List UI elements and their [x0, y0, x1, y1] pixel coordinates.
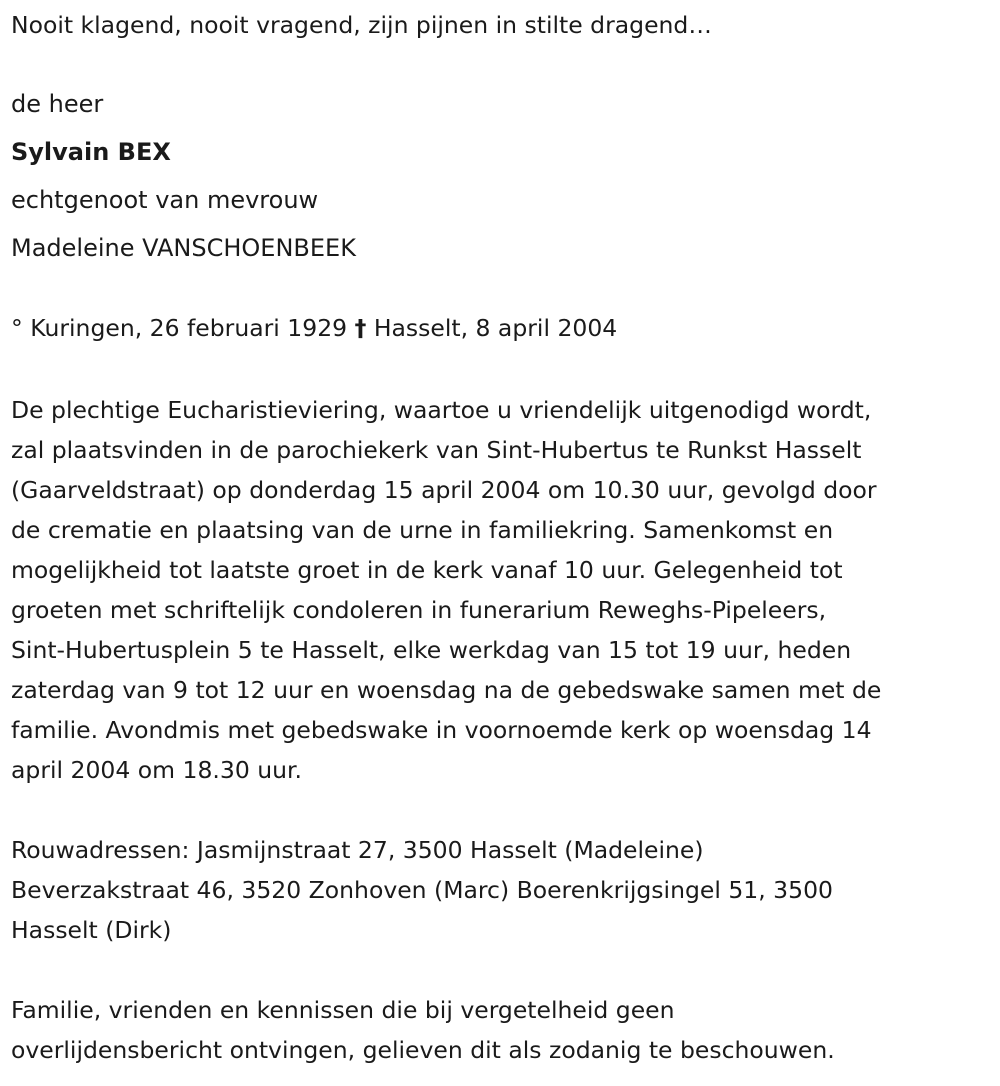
- closing-note: [11, 990, 996, 1070]
- ceremony-line: Sint-Hubertusplein 5 te Hasselt, elke werkdag van 15 tot 19 uur, heden: [11, 636, 852, 664]
- ceremony-line: De plechtige Eucharistieviering, waartoe u vriendelijk uitgenodigd wordt,: [11, 396, 872, 424]
- death-info: Hasselt, 8 april 2004: [373, 314, 618, 342]
- death-cross-icon: †: [354, 314, 367, 342]
- ceremony-line: mogelijkheid tot laatste groet in de kerk vanaf 10 uur. Gelegenheid tot: [11, 556, 843, 584]
- closing-line: Familie, vrienden en kennissen die bij vergetelheid geen: [11, 996, 675, 1024]
- ceremony-line: april 2004 om 18.30 uur.: [11, 756, 303, 784]
- deceased-name: Sylvain BEX: [11, 138, 171, 166]
- closing-line: overlijdensbericht ontvingen, gelieven dit als zodanig te beschouwen.: [11, 1036, 835, 1064]
- address-line: Hasselt (Dirk): [11, 916, 172, 944]
- birth-info: ° Kuringen, 26 februari 1929: [11, 314, 348, 342]
- address-line: Rouwadressen: Jasmijnstraat 27, 3500 Hasselt (Madeleine): [11, 836, 704, 864]
- life-dates: [11, 313, 617, 343]
- address-line: Beverzakstraat 46, 3520 Zonhoven (Marc) Boerenkrijgsingel 51, 3500: [11, 876, 833, 904]
- ceremony-line: zaterdag van 9 tot 12 uur en woensdag na de gebedswake samen met de: [11, 676, 882, 704]
- ceremony-line: (Gaarveldstraat) op donderdag 15 april 2004 om 10.30 uur, gevolgd door: [11, 476, 877, 504]
- ceremony-paragraph: [11, 390, 996, 790]
- ceremony-line: groeten met schriftelijk condoleren in funerarium Reweghs-Pipeleers,: [11, 596, 827, 624]
- memorial-quote: Nooit klagend, nooit vragend, zijn pijnen in stilte dragend…: [11, 11, 712, 39]
- honorific-title: de heer: [11, 90, 104, 118]
- ceremony-line: de crematie en plaatsing van de urne in familiekring. Samenkomst en: [11, 516, 834, 544]
- condolence-addresses: [11, 830, 996, 950]
- ceremony-line: familie. Avondmis met gebedswake in voornoemde kerk op woensdag 14: [11, 716, 872, 744]
- spouse-relation: echtgenoot van mevrouw: [11, 186, 319, 214]
- ceremony-line: zal plaatsvinden in de parochiekerk van Sint-Hubertus te Runkst Hasselt: [11, 436, 862, 464]
- spouse-name: Madeleine VANSCHOENBEEK: [11, 234, 356, 262]
